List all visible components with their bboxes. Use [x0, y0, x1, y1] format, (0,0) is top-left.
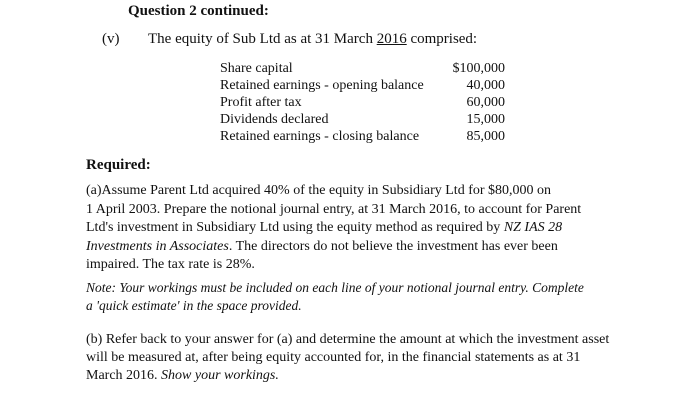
equity-value: $100,000	[452, 61, 505, 76]
note-line: Note: Your workings must be included on each line of your notional journal entry. Complete	[86, 280, 584, 295]
equity-row	[220, 60, 505, 77]
item-text-suffix: comprised:	[406, 31, 478, 47]
standard-reference: NZ IAS 28	[503, 220, 563, 235]
question-heading: Question 2 continued:	[128, 3, 269, 19]
part-a-line: . The directors do not believe the investment has ever been	[228, 238, 558, 254]
equity-label: Profit after tax	[220, 95, 302, 110]
item-text-prefix: The equity of Sub Ltd as at 31 March	[148, 31, 377, 47]
part-a-paragraph	[86, 182, 626, 275]
show-workings: Show your workings.	[161, 368, 279, 383]
part-a-line: impaired. The tax rate is 28%.	[86, 257, 255, 272]
equity-row	[220, 111, 505, 128]
item-text-year: 2016	[376, 31, 407, 47]
required-label: Required:	[86, 157, 151, 173]
equity-value: 85,000	[466, 129, 505, 144]
equity-value: 60,000	[466, 95, 505, 110]
part-b-line: will be measured at, after being equity accounted for, in the financial statements as at 31	[86, 350, 581, 365]
equity-table	[220, 60, 505, 145]
part-a-line: 1 April 2003. Prepare the notional journal entry, at 31 March 2016, to account for Parent	[86, 201, 582, 217]
equity-label: Retained earnings - closing balance	[220, 129, 420, 144]
equity-value: 15,000	[466, 112, 505, 127]
part-a-line: (a)Assume Parent Ltd acquired 40% of the equity in Subsidiary Ltd for $80,000 on	[86, 183, 552, 198]
equity-row	[220, 128, 505, 145]
standard-title: Investments in Associates	[86, 238, 229, 254]
equity-label: Share capital	[220, 61, 293, 76]
note-line: a 'quick estimate' in the space provided.	[86, 298, 302, 313]
part-a-line: Ltd's investment in Subsidiary Ltd using the equity method as required by	[86, 220, 504, 235]
equity-value: 40,000	[466, 78, 505, 93]
part-b-line: March 2016.	[86, 368, 162, 383]
part-b-paragraph	[86, 331, 626, 385]
equity-label: Retained earnings - opening balance	[220, 78, 424, 93]
note-paragraph	[86, 279, 626, 315]
equity-label: Dividends declared	[220, 112, 329, 127]
item-statement	[148, 31, 477, 48]
equity-row	[220, 94, 505, 111]
item-number: (v)	[102, 31, 120, 47]
equity-row	[220, 77, 505, 94]
part-b-line: (b) Refer back to your answer for (a) and determine the amount at which the investment asset	[86, 332, 610, 347]
